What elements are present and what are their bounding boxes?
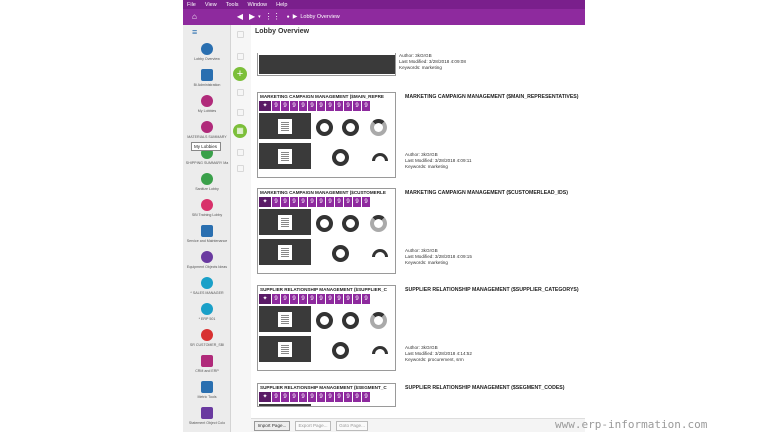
grid-icon[interactable]: ⋮⋮ — [264, 12, 281, 21]
logo-icon: ✦ — [259, 392, 271, 402]
sidebar-item[interactable] — [183, 251, 231, 277]
thumbnail-title: MARKETING CAMPAIGN MANAGEMENT ($CUSTOMERLE — [260, 190, 386, 195]
folder-icon — [201, 225, 213, 237]
menu-file[interactable]: File — [187, 1, 196, 8]
lobby-thumbnail[interactable] — [257, 53, 396, 76]
document-icon — [278, 312, 292, 327]
lobby-entry — [257, 285, 585, 373]
watermark: www.erp-information.com — [555, 418, 708, 431]
lobby-meta — [405, 345, 472, 363]
menu-window[interactable]: Window — [247, 1, 268, 8]
lobby-thumbnail[interactable] — [257, 383, 396, 407]
lobby-title[interactable]: MARKETING CAMPAIGN MANAGEMENT ($CUSTOMERLEAD_IDS) — [405, 190, 568, 196]
menu-view[interactable]: View — [204, 1, 217, 8]
pie-icon — [201, 329, 213, 341]
kpi-header-row: ✦ 9 9 9 9 9 9 9 9 9 9 9 — [259, 101, 370, 111]
author-text: Author: 3kGrGB — [405, 248, 438, 253]
add-button[interactable]: + — [233, 67, 247, 81]
donut-chart-icon — [342, 119, 359, 136]
action-rail — [231, 25, 251, 432]
sidebar-item-label: Lobby Overview — [194, 57, 220, 61]
gauge-icon — [201, 43, 213, 55]
pie-icon — [201, 303, 213, 315]
lobby-thumbnail[interactable] — [257, 188, 396, 274]
sidebar-item[interactable] — [183, 69, 231, 95]
lobby-title[interactable]: MARKETING CAMPAIGN MANAGEMENT ($MAIN_REPRESENTATIVES) — [405, 94, 579, 100]
pie-icon — [201, 277, 213, 289]
pie-icon — [201, 95, 213, 107]
thumbnail-title: MARKETING CAMPAIGN MANAGEMENT ($MAIN_REPRE — [260, 94, 384, 99]
sidebar-item[interactable] — [183, 277, 231, 303]
pie-icon — [201, 121, 213, 133]
gauge-icon — [372, 249, 388, 257]
ghost-icon — [237, 89, 244, 96]
sidebar-item[interactable] — [183, 329, 231, 355]
donut-chart-icon — [332, 245, 349, 262]
logo-icon: ✦ — [259, 294, 271, 304]
sidebar-item-label: Service and Maintenance — [186, 239, 228, 243]
menu-tools[interactable]: Tools — [225, 1, 239, 8]
lobby-thumbnail[interactable] — [257, 92, 396, 178]
thumbnail-title: SUPPLIER RELATIONSHIP MANAGEMENT ($SUPPLIER_C — [260, 287, 387, 292]
modified-text: Last Modified: 3/28/2018 4:09:15 — [405, 254, 472, 259]
document-icon — [278, 149, 292, 164]
dropdown-icon[interactable]: ▾ — [258, 14, 261, 20]
folder-icon — [201, 355, 213, 367]
forward-icon[interactable]: ▶ — [249, 12, 256, 21]
sidebar-item-label: Metric Tools — [197, 395, 217, 399]
sidebar-item-label: SBI Training Lobby — [191, 213, 223, 217]
menu-help[interactable]: Help — [276, 1, 288, 8]
report-panel — [259, 404, 311, 407]
ghost-icon — [237, 31, 244, 38]
sidebar-item-label: My Lobbies — [197, 109, 217, 113]
author-text: Author: 3kGrGB — [399, 53, 432, 58]
breadcrumb-arrow-icon: ▶ — [292, 14, 298, 20]
modified-text: Last Modified: 3/28/2018 4:09:11 — [405, 158, 472, 163]
kpi-header-row: ✦ 9 9 9 9 9 9 9 9 9 9 9 — [259, 197, 370, 207]
lobby-thumbnail[interactable] — [257, 285, 396, 371]
home-icon[interactable]: ⌂ — [192, 12, 197, 21]
sidebar-item[interactable] — [183, 199, 231, 225]
partial-meta — [399, 53, 466, 71]
sidebar-item[interactable] — [183, 381, 231, 407]
kpi-header-row: ✦ 9 9 9 9 9 9 9 9 9 9 9 — [259, 392, 370, 402]
document-icon — [278, 342, 292, 357]
lobby-meta — [405, 152, 472, 170]
sidebar-item[interactable] — [183, 225, 231, 251]
keywords-text: Keywords: marketing — [405, 164, 448, 169]
tree-icon — [201, 251, 213, 263]
sidebar-item-label: * SALES MANAGER — [190, 291, 224, 295]
lobby-meta — [405, 248, 472, 266]
sidebar-item[interactable] — [183, 95, 231, 121]
keywords-text: Keywords: marketing — [405, 260, 448, 265]
bar-chart-icon — [201, 407, 213, 419]
gauge-icon — [372, 153, 388, 161]
report-panel — [259, 143, 311, 169]
footer-bar — [251, 418, 585, 432]
hamburger-menu-icon[interactable]: ≡ — [192, 27, 198, 37]
logo-icon: ✦ — [259, 197, 271, 207]
donut-chart-icon — [332, 342, 349, 359]
sidebar-item[interactable] — [183, 43, 231, 69]
donut-chart-icon — [316, 312, 333, 329]
sidebar-item-label: MATERIALS SUMMARY — [187, 135, 227, 139]
lobby-title[interactable]: SUPPLIER RELATIONSHIP MANAGEMENT ($SEGMENT_CODES) — [405, 385, 565, 391]
breadcrumb-title[interactable]: Lobby Overview — [300, 14, 340, 20]
export-page-button[interactable]: Export Page... — [295, 421, 331, 431]
sidebar-item[interactable] — [183, 355, 231, 381]
sidebar-item-label: Equipment Objects Ideas — [186, 265, 228, 269]
sidebar-item-label: * ERP 501 — [198, 317, 216, 321]
lobby-entry — [257, 188, 585, 276]
tooltip: My Lobbies — [191, 142, 221, 151]
report-panel — [259, 306, 311, 332]
sidebar-item-label: SHIPPING SUMMARY Ma — [185, 161, 229, 165]
monitor-icon — [201, 381, 213, 393]
page-title: Lobby Overview — [255, 28, 310, 35]
ghost-icon — [237, 149, 244, 156]
pie-icon — [201, 173, 213, 185]
keywords-text: Keywords: procurement, srm — [405, 357, 464, 362]
lobby-entry — [257, 383, 585, 418]
sidebar-item-label: Sanitize Lobby — [195, 187, 219, 191]
modified-text: Last Modified: 3/28/2018 4:09:08 — [399, 59, 466, 64]
menu-bar — [183, 0, 585, 9]
report-panel — [259, 336, 311, 362]
sidebar — [183, 25, 231, 432]
donut-chart-icon — [370, 119, 387, 136]
report-panel — [259, 209, 311, 235]
app-window — [183, 0, 585, 432]
donut-chart-icon — [342, 312, 359, 329]
sidebar-item-label: SR CUSTOMER_SBI — [189, 343, 225, 347]
sidebar-item[interactable] — [183, 303, 231, 329]
keywords-text: Keywords: marketing — [399, 65, 442, 70]
ghost-icon — [237, 165, 244, 172]
logo-icon: ✦ — [259, 101, 271, 111]
donut-chart-icon — [370, 312, 387, 329]
monitor-icon — [201, 69, 213, 81]
goto-page-button[interactable]: Goto Page... — [336, 421, 368, 431]
breadcrumb-separator-icon: ● — [286, 14, 290, 20]
back-icon[interactable]: ◀ — [236, 12, 243, 21]
document-icon — [278, 119, 292, 134]
donut-chart-icon — [370, 215, 387, 232]
gauge-icon — [372, 346, 388, 354]
donut-chart-icon — [316, 215, 333, 232]
sidebar-item-label: CRM and ERP — [195, 369, 219, 373]
toolbar — [183, 9, 585, 25]
calendar-button[interactable]: ▦ — [233, 124, 247, 138]
sidebar-item[interactable] — [183, 173, 231, 199]
document-icon — [278, 215, 292, 230]
lobby-title[interactable]: SUPPLIER RELATIONSHIP MANAGEMENT ($SUPPLIER_CATEGORYS) — [405, 287, 579, 293]
import-page-button[interactable]: Import Page... — [254, 421, 290, 431]
document-icon — [278, 245, 292, 260]
report-panel — [259, 113, 311, 139]
report-panel — [259, 239, 311, 265]
kpi-header-row: ✦ 9 9 9 9 9 9 9 9 9 9 9 — [259, 294, 370, 304]
sidebar-item-label: Bi Administration — [193, 83, 221, 87]
donut-chart-icon — [316, 119, 333, 136]
pie-icon — [201, 199, 213, 211]
lobby-list — [251, 25, 585, 418]
modified-text: Last Modified: 3/28/2018 4:14:52 — [405, 351, 472, 356]
sidebar-item[interactable] — [183, 407, 231, 432]
ghost-icon — [237, 53, 244, 60]
donut-chart-icon — [342, 215, 359, 232]
thumbnail-title: SUPPLIER RELATIONSHIP MANAGEMENT ($SEGMENT_C — [260, 385, 387, 390]
sidebar-item-label: Statement Object Colo — [188, 421, 226, 425]
author-text: Author: 3kGrGB — [405, 152, 438, 157]
author-text: Author: 3kGrGB — [405, 345, 438, 350]
lobby-entry — [257, 92, 585, 180]
donut-chart-icon — [332, 149, 349, 166]
ghost-icon — [237, 109, 244, 116]
